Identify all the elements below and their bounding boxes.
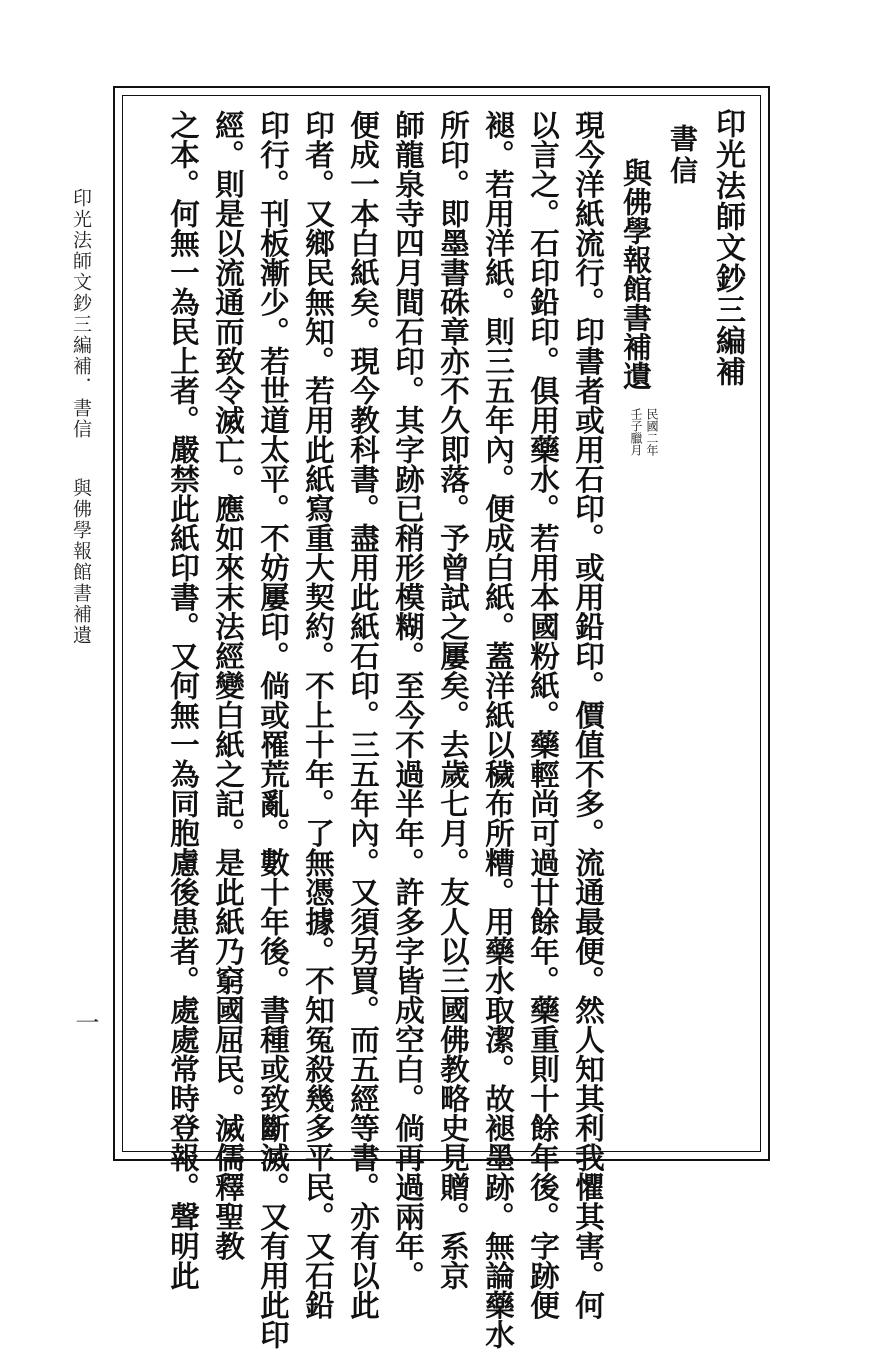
body-column: 之本。何無一為民上者。嚴禁此紙印書。又何無一為同胞慮後患者。處處常時登報。聲明此 (166, 110, 201, 1290)
body-column: 便成一本白紙矣。現今教科書。盡用此紙石印。三五年內。又須另買。而五經等書。亦有以此 (346, 110, 381, 1320)
body-column: 印者。又鄉民無知。若用此紙寫重大契約。不上十年。了無憑據。不知冤殺幾多平民。又石鉛 (301, 110, 336, 1320)
body-column: 師龍泉寺四月間石印。其字跡已稍形模糊。至今不過半年。許多字皆成空白。倘再過兩年。 (391, 110, 426, 1290)
body-column: 印行。刊板漸少。若世道太平。不妨屢印。倘或罹荒亂。數十年後。書種或致斷滅。又有用此印 (256, 110, 291, 1349)
body-column: 以言之。石印鉛印。俱用藥水。若用本國粉紙。藥輕尚可過廿餘年。藥重則十餘年後。字跡便 (526, 110, 561, 1320)
body-column: 現今洋紙流行。印書者或用石印。或用鉛印。價值不多。流通最便。然人知其利我懼其害。何 (571, 110, 606, 1320)
running-subtitle: 與佛學報館書補遺 (70, 478, 92, 646)
date-note (627, 408, 659, 468)
running-title: 印光法師文鈔三編補．書信 (70, 188, 92, 440)
body-column: 所印。即墨書硃章亦不久即落。予曾試之屢矣。去歲七月。友人以三國佛教略史見贈。系京 (436, 110, 471, 1290)
letter-title: 與佛學報館書補遺 (619, 158, 653, 390)
date-note-line-2: 民國二年 (645, 408, 659, 456)
section-heading: 書信 (666, 124, 699, 188)
body-column: 褪。若用洋紙。則三五年內。便成白紙。蓋洋紙以穢布所糟。用藥水取潔。故褪墨跡。無論藥水 (481, 110, 516, 1349)
body-column: 經。則是以流通而致令滅亡。應如來末法經變白紙之記。是此紙乃窮國屈民。滅儒釋聖教 (211, 110, 246, 1261)
date-note-line-1: 壬子臘月 (629, 408, 643, 456)
page-number: 一 (71, 1010, 99, 1034)
book-title: 印光法師文鈔三編補 (710, 108, 745, 387)
